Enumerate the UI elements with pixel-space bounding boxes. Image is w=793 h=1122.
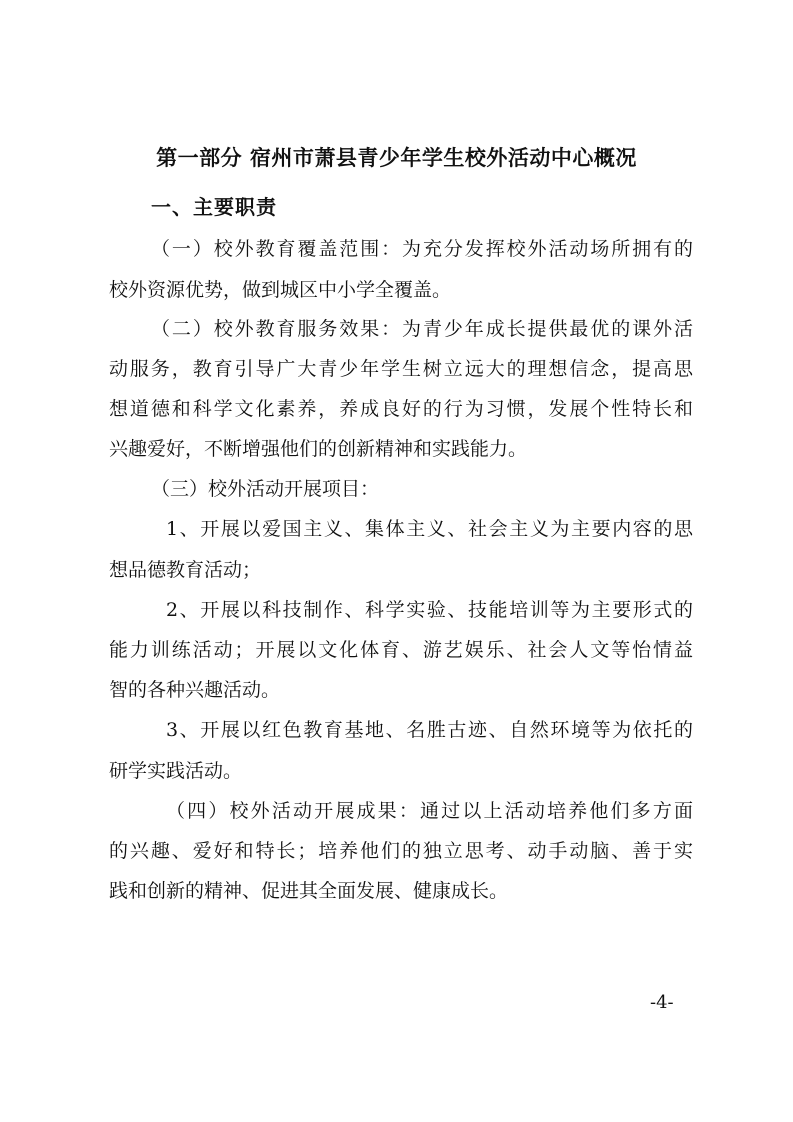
paragraph-line: （一）校外教育覆盖范围：为充分发挥校外活动场所拥有的 bbox=[151, 238, 693, 260]
paragraph-line: 兴趣爱好，不断增强他们的创新精神和实践能力。 bbox=[109, 438, 528, 460]
paragraph-line: （三）校外活动开展项目： bbox=[151, 478, 380, 500]
paragraph-line: 2、开展以科技制作、科学实验、技能培训等为主要形式的 bbox=[166, 599, 693, 621]
section-heading: 一、主要职责 bbox=[151, 195, 277, 219]
paragraph-line: 践和创新的精神、促进其全面发展、健康成长。 bbox=[109, 880, 509, 902]
page-number: -4- bbox=[650, 992, 674, 1013]
paragraph-line: 能力训练活动；开展以文化体育、游艺娱乐、社会人文等怡情益 bbox=[109, 639, 693, 661]
paragraph-line: 3、开展以红色教育基地、名胜古迹、自然环境等为依托的 bbox=[166, 719, 693, 741]
paragraph-line: 想品德教育活动； bbox=[109, 559, 262, 581]
paragraph-line: 的兴趣、爱好和特长；培养他们的独立思考、动手动脑、善于实 bbox=[109, 840, 693, 862]
paragraph-line: 智的各种兴趣活动。 bbox=[109, 679, 281, 701]
paragraph-line: 研学实践活动。 bbox=[109, 760, 243, 782]
paragraph-line: （四）校外活动开展成果：通过以上活动培养他们多方面 bbox=[166, 800, 693, 822]
paragraph-line: 想道德和科学文化素养，养成良好的行为习惯，发展个性特长和 bbox=[109, 398, 693, 420]
paragraph-line: 1、开展以爱国主义、集体主义、社会主义为主要内容的思 bbox=[166, 518, 693, 540]
page-title: 第一部分 宿州市萧县青少年学生校外活动中心概况 bbox=[156, 146, 637, 170]
paragraph-line: （二）校外教育服务效果：为青少年成长提供最优的课外活 bbox=[151, 318, 693, 340]
paragraph-line: 动服务，教育引导广大青少年学生树立远大的理想信念，提高思 bbox=[109, 358, 693, 380]
paragraph-line: 校外资源优势，做到城区中小学全覆盖。 bbox=[109, 279, 452, 301]
